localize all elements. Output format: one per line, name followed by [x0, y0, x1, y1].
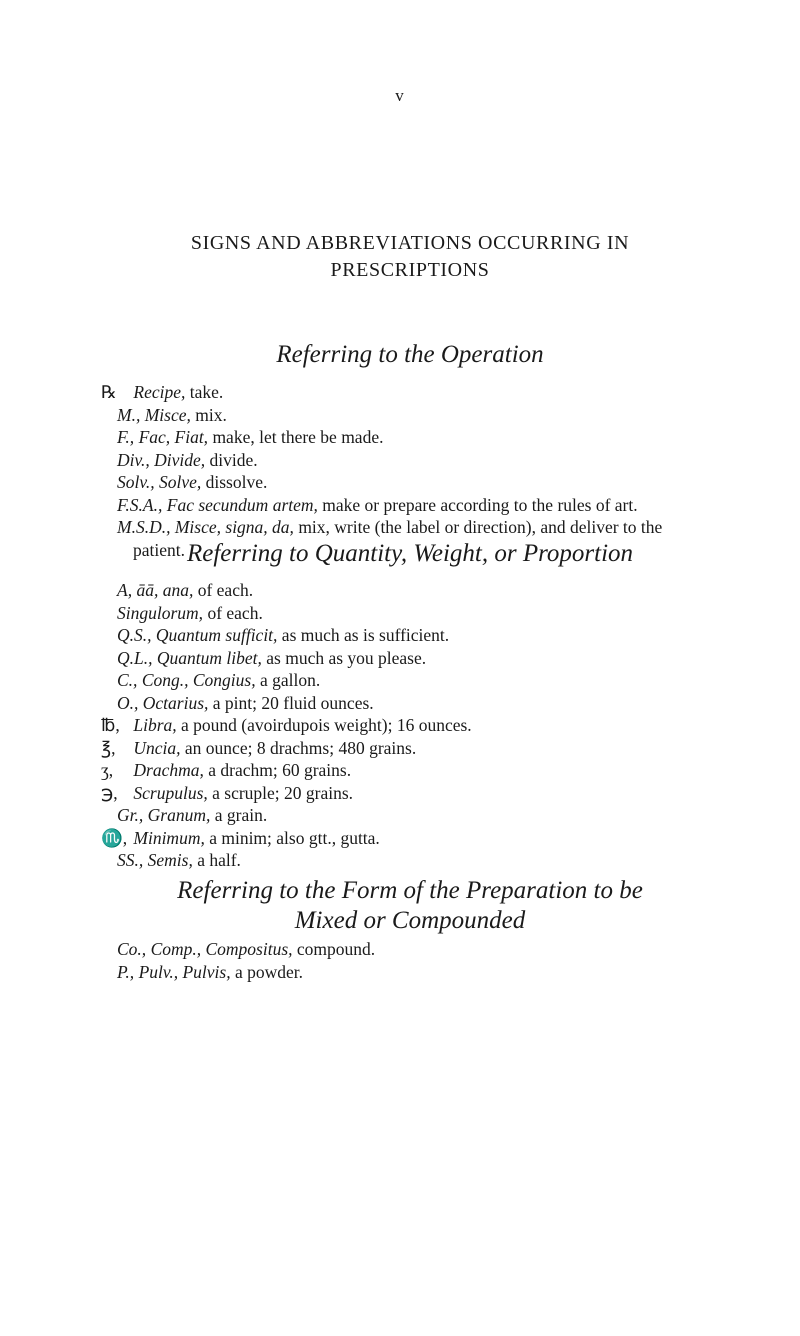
- entry-meaning: of each.: [197, 580, 254, 600]
- entry-meaning: dissolve.: [205, 472, 268, 492]
- entry-abbreviation: F.,: [117, 427, 135, 447]
- abbreviation-entry: [101, 782, 717, 805]
- entry-symbol: ℈,: [101, 782, 118, 803]
- entry-abbreviation: Q.S.,: [117, 625, 152, 645]
- abbreviation-entry: [117, 938, 717, 961]
- entry-latin-term: Granum,: [147, 805, 211, 825]
- abbreviation-entry: [117, 449, 717, 472]
- entry-meaning: an ounce; 8 drachms; 480 grains.: [184, 737, 417, 758]
- abbreviation-entry: [117, 669, 717, 692]
- entry-symbol: ℞: [101, 382, 117, 402]
- entry-meaning: make or prepare according to the rules of art.: [322, 494, 638, 515]
- abbreviation-entry: [117, 426, 717, 449]
- abbreviation-entry: [117, 849, 717, 872]
- entry-meaning: divide.: [209, 449, 258, 470]
- abbreviation-entry: [117, 692, 717, 715]
- page-title-line: SIGNS AND ABBREVIATIONS OCCURRING IN: [190, 232, 630, 254]
- entry-latin-term: Cong., Congius,: [141, 670, 256, 690]
- abbreviation-entry: [117, 494, 717, 517]
- entry-latin-term: Fac secundum artem,: [166, 494, 318, 515]
- entry-abbreviation: Div.,: [117, 449, 150, 470]
- entry-latin-term: āā, ana,: [136, 580, 194, 600]
- entry-latin-term: Libra,: [133, 715, 177, 735]
- entry-latin-term: Misce,: [144, 404, 191, 425]
- entry-meaning: a pint; 20 fluid ounces.: [212, 692, 374, 713]
- entry-latin-term: Singulorum,: [117, 602, 204, 623]
- entry-symbol: ℥,: [101, 737, 116, 758]
- entry-abbreviation: P.,: [117, 961, 135, 982]
- entry-abbreviation: SS.,: [117, 850, 144, 870]
- entry-meaning: as much as you please.: [266, 647, 427, 668]
- abbreviation-entry: [117, 602, 717, 625]
- entry-meaning: a pound (avoirdupois weight); 16 ounces.: [181, 715, 472, 735]
- section-heading-line: Referring to the Operation: [276, 341, 544, 368]
- entry-latin-term: Scrupulus,: [133, 782, 208, 803]
- abbreviation-entry: [117, 647, 717, 670]
- abbreviation-entry: [117, 579, 717, 602]
- entry-symbol: ℔,: [101, 715, 120, 735]
- entry-meaning: compound.: [296, 939, 376, 959]
- page-number: v: [395, 86, 405, 105]
- entry-meaning: a minim; also gtt., gutta.: [209, 827, 380, 848]
- entry-abbreviation: A,: [117, 580, 133, 600]
- section-heading-form: [110, 876, 710, 936]
- entry-meaning: a half.: [197, 850, 241, 870]
- section-heading-line: Referring to the Form of the Preparation to be: [177, 877, 643, 904]
- entry-latin-term: Semis,: [147, 850, 193, 870]
- entry-list-operation: [101, 381, 717, 561]
- entry-meaning: mix.: [195, 404, 227, 425]
- entry-latin-term: Fac, Fiat,: [138, 427, 209, 447]
- abbreviation-entry: [117, 404, 717, 427]
- entry-latin-term: Comp., Compositus,: [150, 939, 293, 959]
- entry-meaning: a grain.: [214, 805, 268, 825]
- entry-latin-term: Recipe,: [133, 382, 186, 402]
- abbreviation-entry: [117, 961, 717, 984]
- entry-abbreviation: Co.,: [117, 939, 147, 959]
- entry-list-quantity: [101, 579, 717, 872]
- entry-latin-term: Solve,: [158, 472, 202, 492]
- entry-latin-term: Minimum,: [133, 827, 205, 848]
- entry-abbreviation: Gr.,: [117, 805, 144, 825]
- entry-meaning: make, let there be made.: [212, 427, 384, 447]
- abbreviation-entry: [117, 804, 717, 827]
- entry-symbol: ♏,: [101, 827, 128, 848]
- entry-latin-term: Misce, signa, da,: [174, 517, 294, 537]
- entry-latin-term: Quantum libet,: [156, 647, 262, 668]
- entry-meaning: a scruple; 20 grains.: [212, 782, 354, 803]
- entry-abbreviation: Solv.,: [117, 472, 155, 492]
- page-title-line: PRESCRIPTIONS: [330, 259, 490, 281]
- entry-meaning: a drachm; 60 grains.: [208, 760, 352, 780]
- section-heading-line: Mixed or Compounded: [294, 907, 526, 934]
- entry-abbreviation: M.,: [117, 404, 141, 425]
- abbreviation-entry: [101, 381, 717, 404]
- entry-latin-term: Drachma,: [133, 760, 204, 780]
- entry-meaning: of each.: [207, 602, 263, 623]
- entry-meaning: mix, write (the label or direction), and deliver to the patient.: [133, 517, 663, 560]
- abbreviation-entry: [101, 759, 717, 782]
- entry-meaning: a gallon.: [259, 670, 321, 690]
- page-title: [110, 230, 710, 284]
- entry-list-form: [117, 938, 717, 983]
- abbreviation-entry: [101, 827, 717, 850]
- entry-latin-term: Quantum sufficit,: [155, 625, 278, 645]
- section-heading-line: Referring to Quantity, Weight, or Proportion: [186, 540, 634, 567]
- section-heading-operation: [110, 340, 710, 370]
- entry-latin-term: Octarius,: [142, 692, 209, 713]
- entry-abbreviation: Q.L.,: [117, 647, 153, 668]
- entry-meaning: as much as is sufficient.: [281, 625, 450, 645]
- section-heading-quantity: [110, 539, 710, 569]
- entry-abbreviation: F.S.A.,: [117, 494, 163, 515]
- entry-abbreviation: C.,: [117, 670, 138, 690]
- entry-meaning: a powder.: [234, 961, 303, 982]
- entry-abbreviation: M.S.D.,: [117, 517, 171, 537]
- entry-latin-term: Pulv., Pulvis,: [138, 961, 231, 982]
- abbreviation-entry: [101, 714, 717, 737]
- entry-meaning: take.: [189, 382, 224, 402]
- abbreviation-entry: [117, 471, 717, 494]
- abbreviation-entry: [117, 624, 717, 647]
- entry-abbreviation: O.,: [117, 692, 139, 713]
- entry-latin-term: Uncia,: [133, 737, 181, 758]
- abbreviation-entry: [101, 737, 717, 760]
- entry-latin-term: Divide,: [154, 449, 206, 470]
- entry-symbol: ʒ,: [101, 760, 114, 780]
